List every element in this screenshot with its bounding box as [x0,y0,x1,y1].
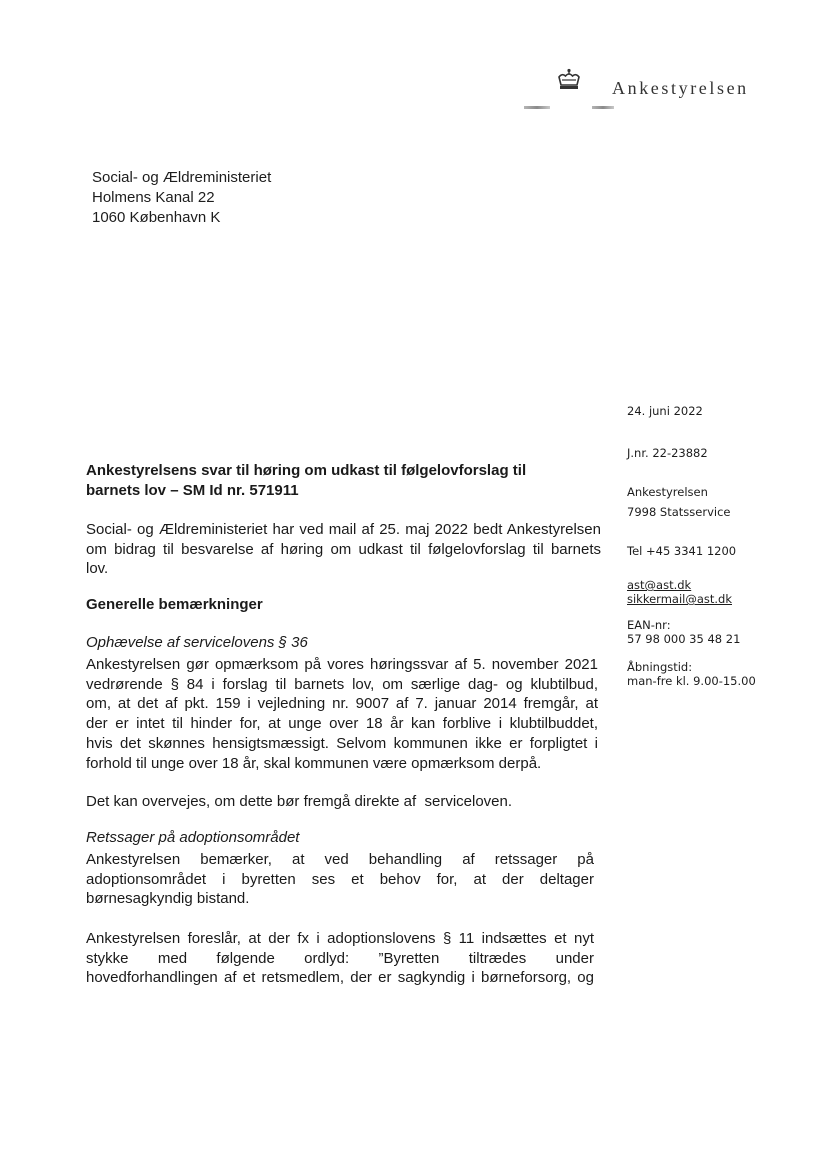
crown-icon [556,68,582,92]
paragraph-line: forhold til unge over 18 år, skal kommunen være opmærksom derpå. [86,754,542,772]
paragraph-line: lov. [86,560,109,578]
logo-bar-left [524,106,550,109]
paragraph-line: hovedforhandlingen af et retsmedlem, der er sagkyndig i børneforsorg, og [86,969,594,987]
sender-org: Ankestyrelsen [627,485,708,499]
address-line: Social- og Ældreministeriet [92,169,272,186]
paragraph-line: adoptionsområdet i byretten ses et behov for, at der deltager [86,870,594,888]
paragraph-line: Ankestyrelsen bemærker, at ved behandling af retssager på [86,851,594,868]
logo-bar-right [592,106,614,109]
section2-proposal [86,929,594,988]
address-line: 1060 København K [92,209,221,226]
section1-note: Det kan overvejes, om dette bør fremgå direkte af serviceloven. [86,793,513,810]
section2-paragraph [86,850,594,909]
paragraph-line: Ankestyrelsen foreslår, at der fx i adoptionslovens § 11 indsættes et nyt [86,930,594,947]
ean-value: 57 98 000 35 48 21 [627,632,741,646]
paragraph-line: hvis det skønnes hensigtsmæssigt. Selvom kommunen ikke er forpligtet i [86,734,598,752]
sender-postal: 7998 Statsservice [627,505,731,519]
paragraph-line: om bidrag til besvarelse af høring om udkast til følgelovforslag til barnets [86,540,601,558]
date: 24. juni 2022 [627,404,703,418]
general-heading: Generelle bemærkninger [86,596,263,613]
logo [520,66,800,116]
document-title [86,461,526,501]
title-line: Ankestyrelsens svar til høring om udkast til følgelovforslag til [86,462,527,479]
recipient-address [92,168,271,228]
hours-label: Åbningstid: [627,660,693,674]
section1-paragraph [86,655,598,773]
title-line: barnets lov – SM Id nr. 571911 [86,482,299,499]
section2-heading: Retssager på adoptionsområdet [86,829,300,846]
journal-number: J.nr. 22-23882 [627,446,708,460]
phone: Tel +45 3341 1200 [627,544,737,558]
logo-name: Ankestyrelsen [612,78,749,98]
paragraph-line: børnesagkyndig bistand. [86,890,250,908]
intro-paragraph [86,520,601,579]
paragraph-line: stykke med følgende ordlyd: ”Byretten tiltrædes under [86,949,594,967]
secure-email-link[interactable]: sikkermail@ast.dk [627,592,732,606]
hours-value: man-fre kl. 9.00-15.00 [627,674,756,688]
email-link[interactable]: ast@ast.dk [627,578,692,592]
paragraph-line: Social- og Ældreministeriet har ved mail af 25. maj 2022 bedt Ankestyrelsen [86,521,601,538]
address-line: Holmens Kanal 22 [92,189,215,206]
paragraph-line: vedrørende § 84 i forslag til barnets lov, om særlige dag- og klubtilbud, [86,675,598,693]
paragraph-line: om, at det af pkt. 159 i vejledning nr. 9007 af 7. januar 2014 fremgår, at [86,695,598,713]
ean-label: EAN-nr: [627,618,671,632]
section1-heading: Ophævelse af servicelovens § 36 [86,634,308,651]
paragraph-line: Ankestyrelsen gør opmærksom på vores høringssvar af 5. november 2021 [86,656,598,673]
paragraph-line: der er intet til hinder for, at unge over 18 år kan forblive i klubtilbuddet, [86,715,598,733]
